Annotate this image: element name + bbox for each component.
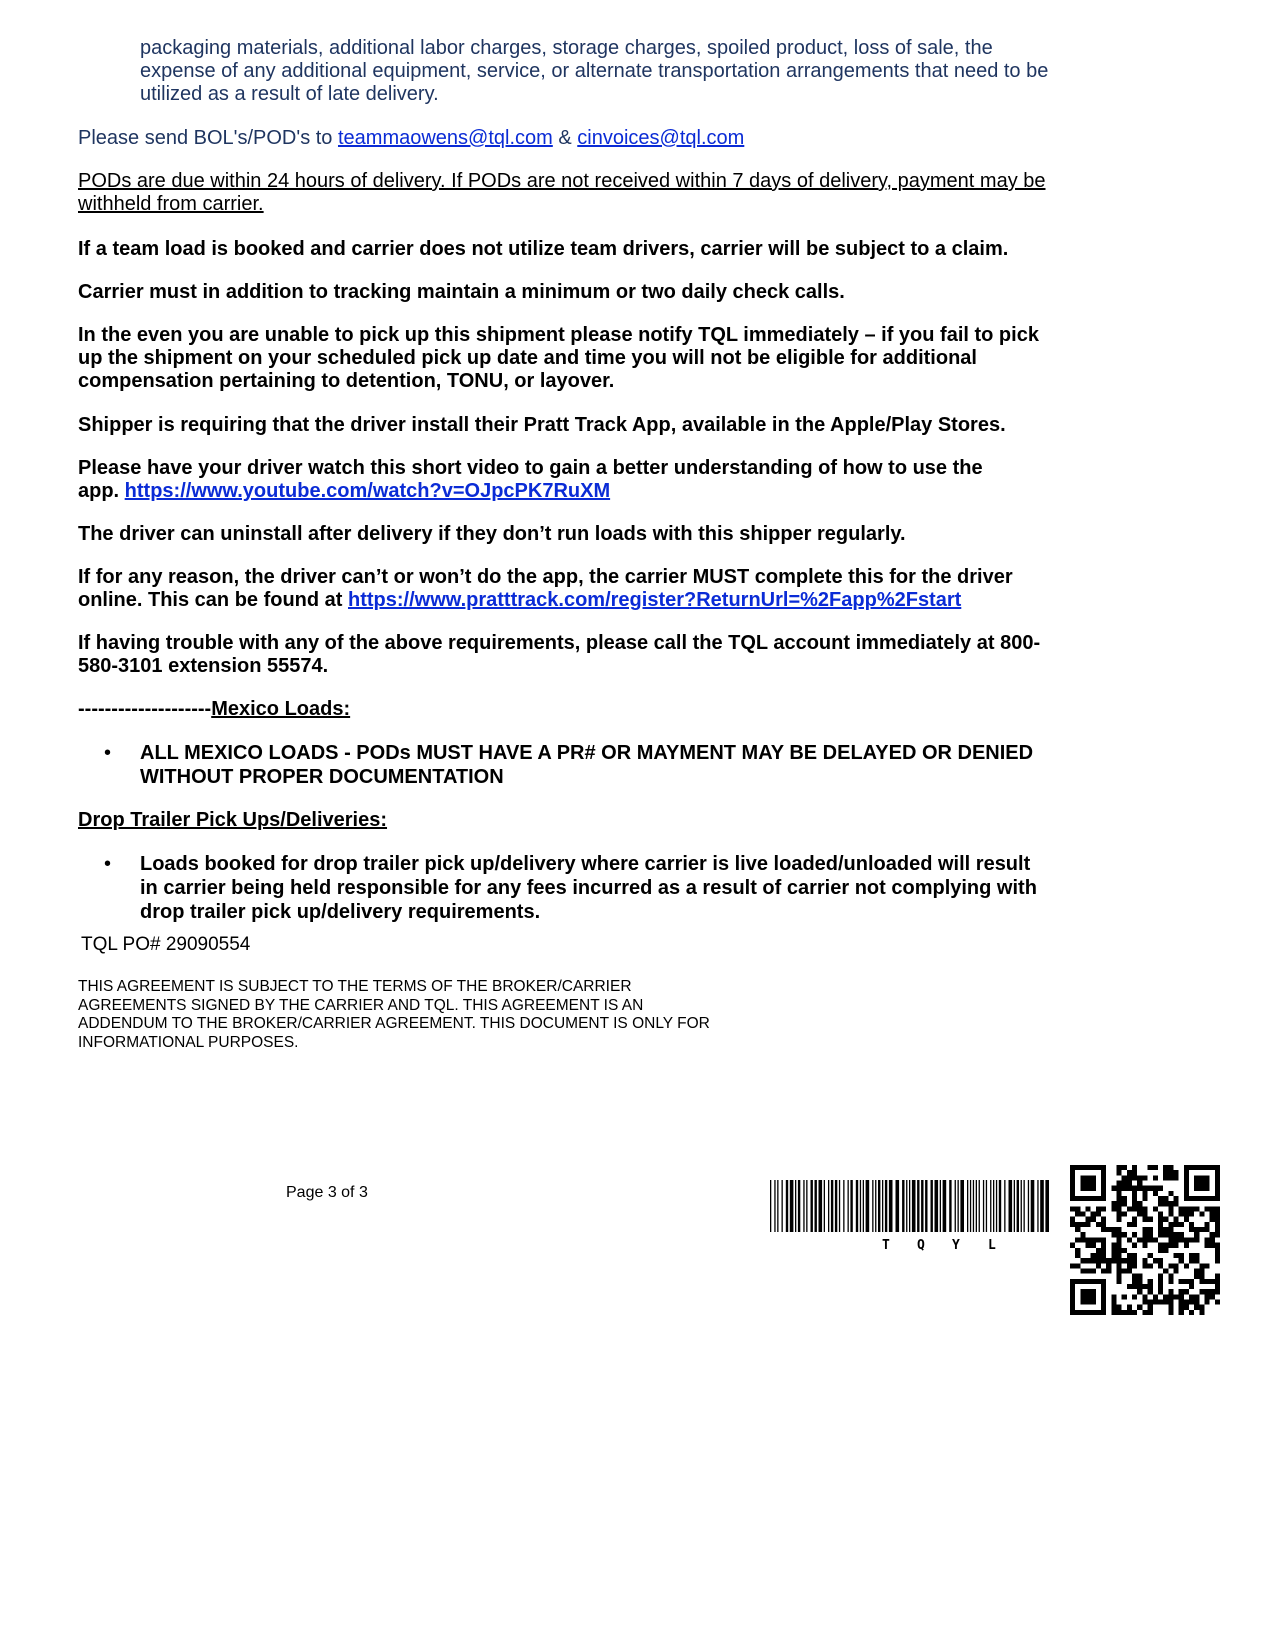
trouble-notice <box>78 632 1078 678</box>
mexico-heading <box>78 698 1078 721</box>
mexico-item-line: ALL MEXICO LOADS - PODs MUST HAVE A PR# OR MAYMENT MAY BE DELAYED OR DENIED <box>140 742 1034 764</box>
pickup-notice-line: up the shipment on your scheduled pick up date and time you will not be eligible for additional <box>78 347 977 369</box>
mexico-heading-label: Mexico Loads: <box>211 698 351 720</box>
drop-trailer-bullet-item <box>104 852 1084 926</box>
legal-line: AGREEMENTS SIGNED BY THE CARRIER AND TQL. THIS AGREEMENT IS AN <box>78 996 644 1014</box>
video-prefix: app. <box>78 480 125 502</box>
register-notice <box>78 566 1078 612</box>
email-link-teammaowens[interactable]: teammaowens@tql.com <box>337 127 553 149</box>
register-link[interactable]: https://www.pratttrack.com/register?ReturnUrl=%2Fapp%2Fstart <box>348 589 962 611</box>
bullet-icon: • <box>104 853 112 875</box>
drop-trailer-item-line: drop trailer pick up/delivery requirements. <box>140 901 541 923</box>
email-link-cinvoices[interactable]: cinvoices@tql.com <box>577 127 745 149</box>
page-number: Page 3 of 3 <box>286 1184 368 1201</box>
register-prefix: online. This can be found at <box>78 589 349 611</box>
pickup-notice <box>78 324 1078 393</box>
video-notice <box>78 457 1078 503</box>
video-notice-line: Please have your driver watch this short video to gain a better understanding of how to use the <box>78 457 983 479</box>
send-documents-line <box>78 127 1078 150</box>
mexico-bullet-item <box>104 741 1084 791</box>
video-link[interactable]: https://www.youtube.com/watch?v=OJpcPK7RuXM <box>124 480 611 502</box>
pickup-notice-line: compensation pertaining to detention, TONU, or layover. <box>78 370 615 392</box>
intro-line: expense of any additional equipment, service, or alternate transportation arrangements that need to be <box>140 60 1049 82</box>
barcode-letter: Q <box>917 1238 925 1253</box>
barcode-letter: T <box>882 1238 890 1253</box>
team-load-notice: If a team load is booked and carrier does not utilize team drivers, carrier will be subject to a claim. <box>78 238 1009 260</box>
mexico-item-line: WITHOUT PROPER DOCUMENTATION <box>140 766 504 788</box>
intro-paragraph <box>140 37 1120 106</box>
pods-notice-line: withheld from carrier. <box>78 193 264 215</box>
legal-line: THIS AGREEMENT IS SUBJECT TO THE TERMS OF THE BROKER/CARRIER <box>78 978 632 995</box>
register-notice-line: If for any reason, the driver can’t or won’t do the app, the carrier MUST complete this for the driver <box>78 566 1013 588</box>
drop-trailer-heading: Drop Trailer Pick Ups/Deliveries: <box>78 809 388 831</box>
legal-line: INFORMATIONAL PURPOSES. <box>78 1033 299 1051</box>
drop-trailer-item-line: in carrier being held responsible for any fees incurred as a result of carrier not complying with <box>140 877 1037 899</box>
pods-notice <box>78 170 1078 216</box>
send-amp: & <box>552 127 578 149</box>
mexico-dashes: -------------------- <box>78 698 212 720</box>
po-number: TQL PO# 29090554 <box>81 934 251 955</box>
intro-line: packaging materials, additional labor charges, storage charges, spoiled product, loss of sale, the <box>140 37 993 59</box>
barcode-letters <box>770 1238 1050 1260</box>
trouble-notice-line: 580-3101 extension 55574. <box>78 655 329 677</box>
pickup-notice-line: In the even you are unable to pick up this shipment please notify TQL immediately – if you fail to pick <box>78 324 1039 346</box>
shipper-app-notice: Shipper is requiring that the driver install their Pratt Track App, available in the Apple/Play Stores. <box>78 414 1006 436</box>
barcode-letter: Y <box>952 1238 960 1253</box>
legal-disclaimer <box>78 978 798 1052</box>
send-prefix: Please send BOL's/POD's to <box>78 127 338 149</box>
qr-code-icon <box>1070 1165 1220 1315</box>
bullet-icon: • <box>104 742 112 764</box>
check-calls-notice: Carrier must in addition to tracking maintain a minimum or two daily check calls. <box>78 281 845 303</box>
barcode-letter: L <box>988 1238 996 1253</box>
drop-trailer-item-line: Loads booked for drop trailer pick up/delivery where carrier is live loaded/unloaded will result <box>140 853 1031 875</box>
trouble-notice-line: If having trouble with any of the above requirements, please call the TQL account immediately at 800- <box>78 632 1041 654</box>
intro-line: utilized as a result of late delivery. <box>140 83 439 105</box>
pods-notice-line: PODs are due within 24 hours of delivery. If PODs are not received within 7 days of delivery, payment may be <box>78 170 1046 192</box>
uninstall-notice: The driver can uninstall after delivery if they don’t run loads with this shipper regularly. <box>78 523 906 545</box>
legal-line: ADDENDUM TO THE BROKER/CARRIER AGREEMENT. THIS DOCUMENT IS ONLY FOR <box>78 1015 710 1032</box>
